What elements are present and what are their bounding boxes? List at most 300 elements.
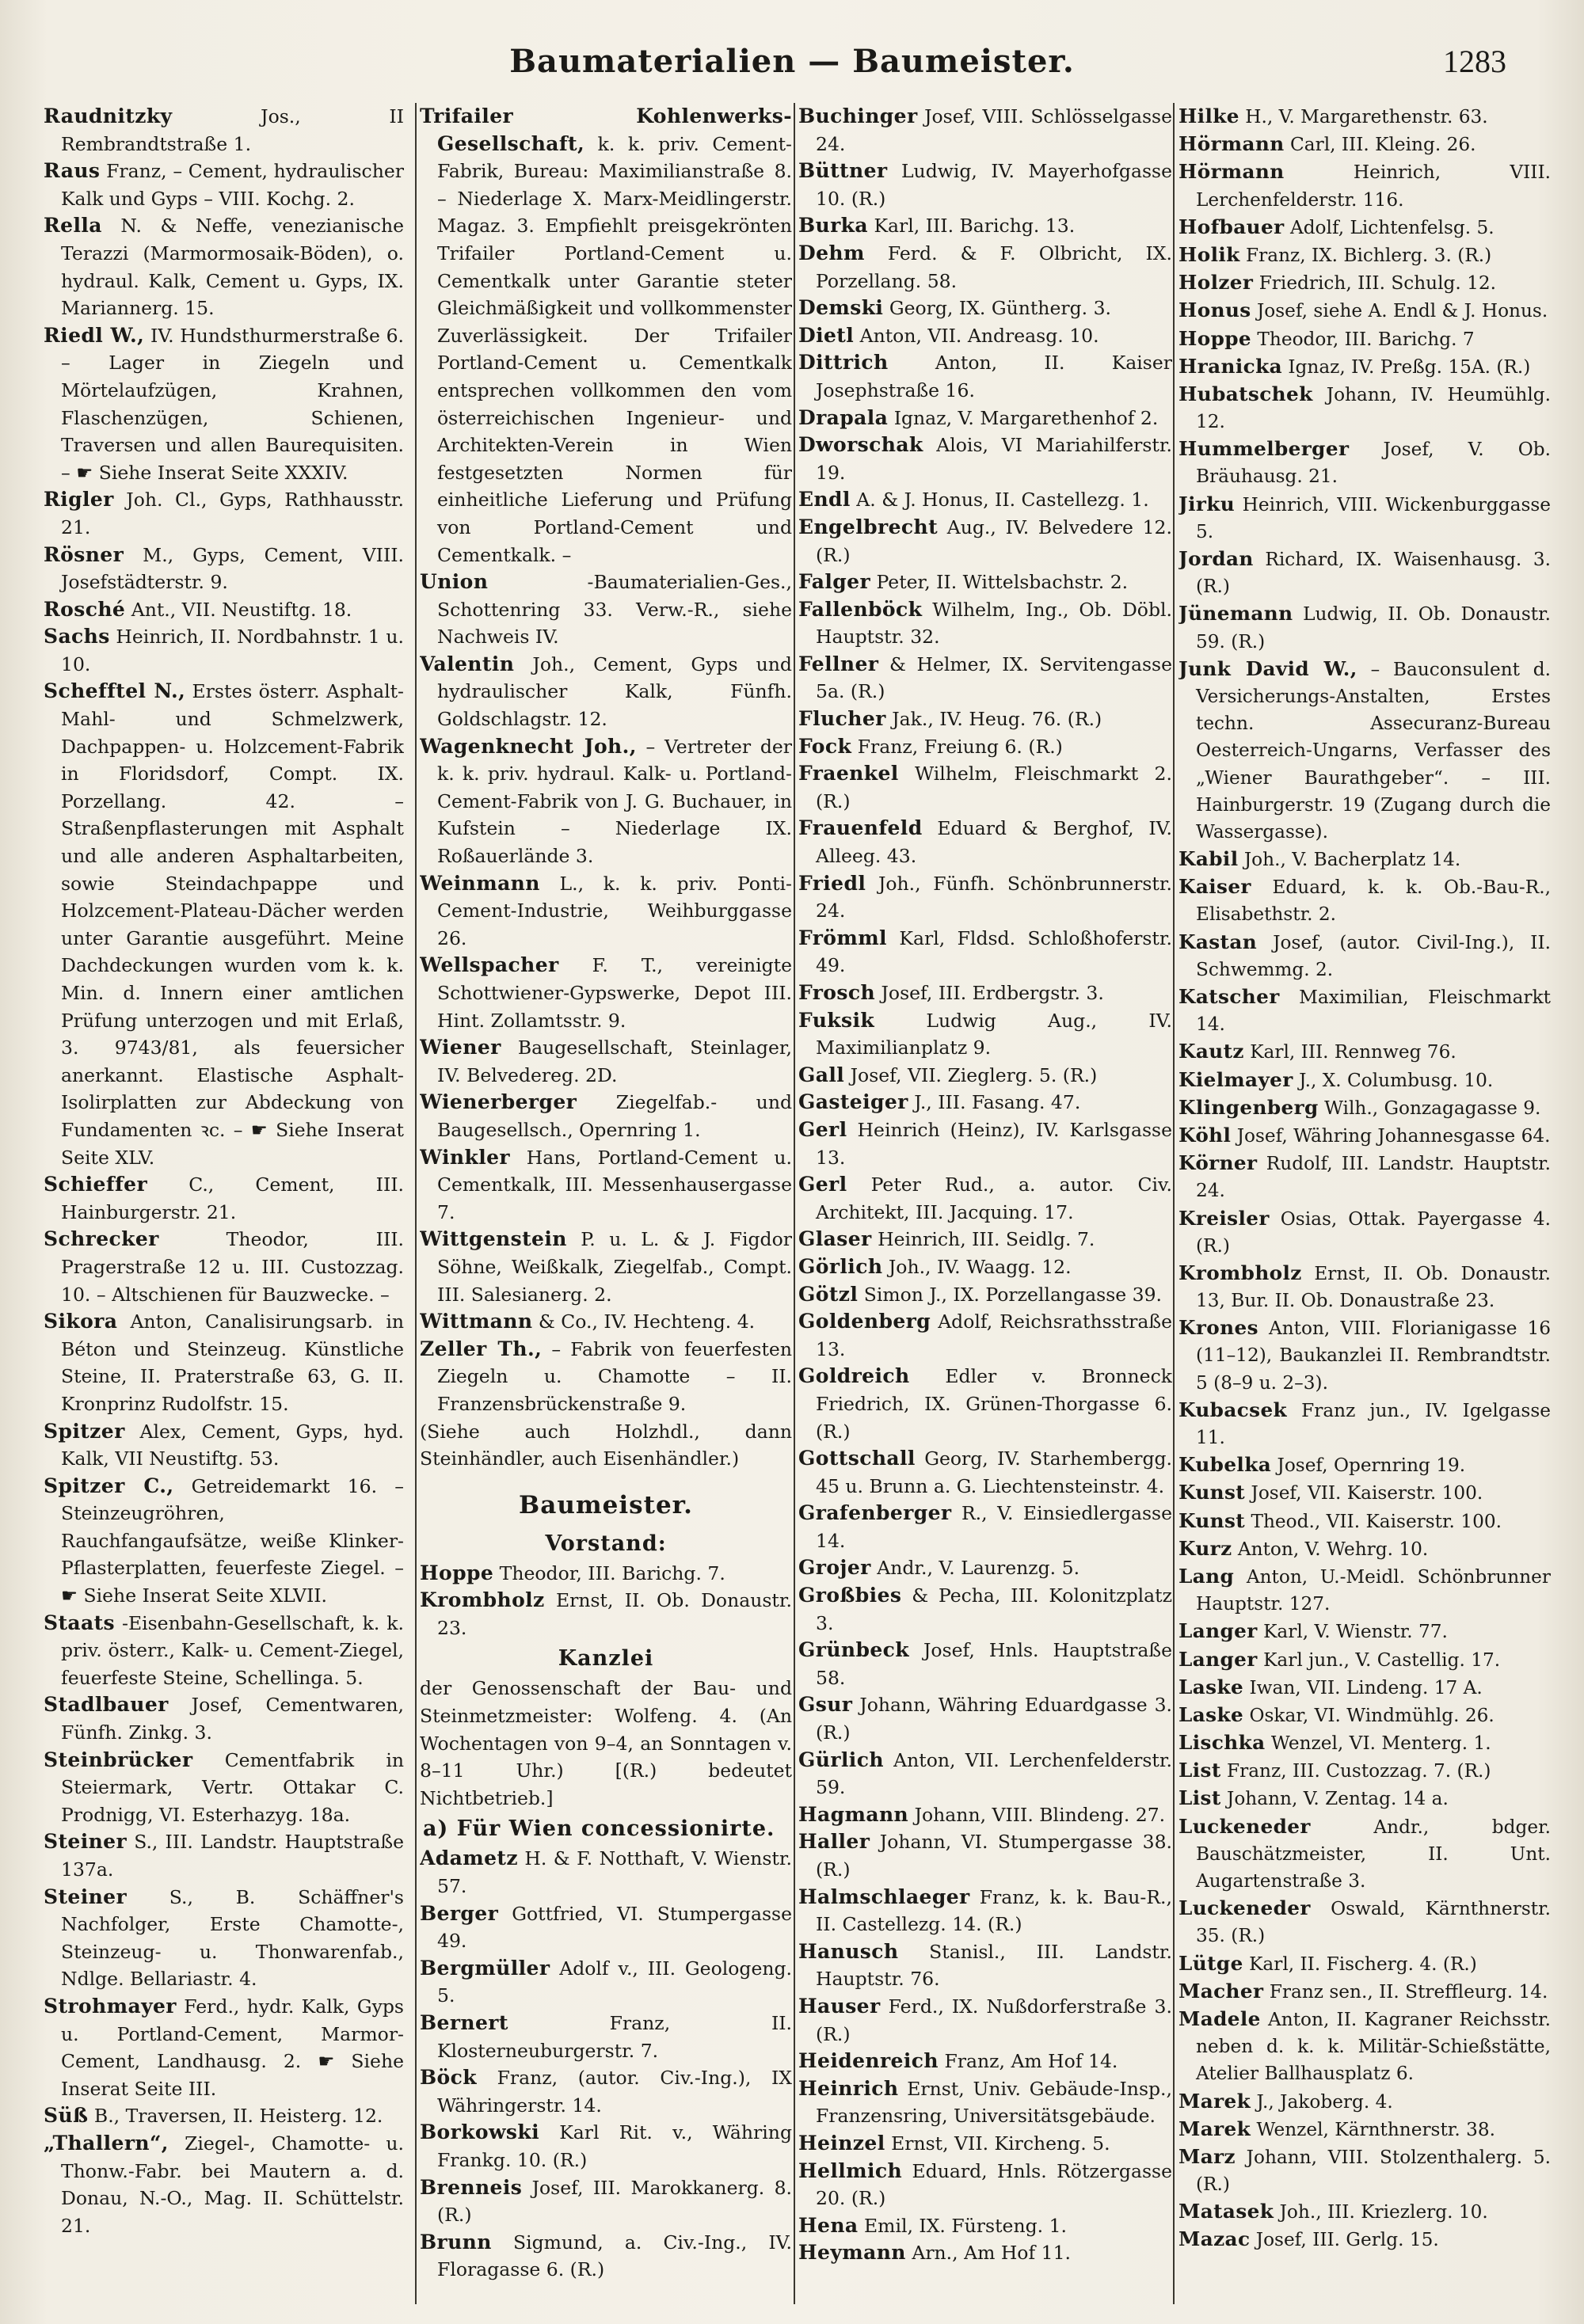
entry-text: Ernst, II. Ob. Donaustr. 13, Bur. II. Ob. Donaustraße 23. [1196,1262,1551,1312]
directory-entry [420,1089,792,1143]
directory-entry [1178,1038,1551,1066]
entry-name: Schefftel N., [44,679,186,703]
entry-name: Hagmann [798,1802,909,1826]
entry-text: C., Cement, III. Hainburgerstr. 21. [61,1173,404,1223]
entry-name: Süß [44,2104,89,2128]
entry-text: Heinrich, VIII. Lerchenfelderstr. 116. [1196,162,1551,211]
entry-name: Steinbrücker [44,1748,193,1771]
directory-entry [798,1363,1172,1445]
entry-name: Lang [1178,1564,1235,1588]
entry-name: Großbies [798,1584,902,1607]
directory-entry [1178,1785,1551,1812]
entry-name: Hranicka [1178,354,1282,378]
entry-text: Anton, VII. Andreasg. 10. [859,324,1099,347]
directory-entry [44,158,404,212]
directory-entry [798,1828,1172,1883]
entry-text: Emil, IX. Fürsteng. 1. [864,2214,1067,2237]
entry-name: Hummelberger [1178,437,1350,461]
entry-text: Oswald, Kärnthnerstr. 35. (R.) [1196,1898,1551,1947]
entry-name: Böck [420,2066,477,2090]
directory-entry [1178,846,1551,873]
directory-entry [420,1560,792,1588]
entry-text: J., X. Columbusg. 10. [1299,1069,1494,1091]
directory-entry [44,1308,404,1417]
entry-text: Andr., bdger. Bauschätzmeister, II. Unt. Augartenstraße 3. [1196,1816,1551,1892]
column-2 [420,103,792,2304]
directory-entry [1178,381,1551,436]
entry-text: Theodor, III. Barichg. 7. [499,1561,725,1584]
directory-entry [1178,656,1551,846]
entry-name: Katscher [1178,985,1280,1008]
entry-text: Anton, VII. Lerchenfelderstr. 59. [816,1748,1172,1799]
entry-text: Oskar, VI. Windmühlg. 26. [1249,1704,1495,1726]
directory-entry [1178,2088,1551,2116]
entry-text: Rudolf, III. Landstr. Hauptstr. 24. [1196,1153,1551,1202]
directory-entry [1178,929,1551,983]
entry-name: Riedl W., [44,323,145,347]
column-4 [1178,103,1551,2304]
entry-name: Bergmüller [420,1956,550,1980]
directory-entry [798,1007,1172,1062]
directory-entry [1178,158,1551,213]
entry-name: Wittgenstein [420,1227,567,1251]
entry-name: Fraenkel [798,762,899,785]
entry-name: Hellmich [798,2159,903,2182]
entry-text: – Vertreter der k. k. priv. hydraul. Kalk- u. Portland-Cement-Fabrik von J. G. Buchauer, in Kufstein – Niederlage IX. Roßauerlände 3. [437,735,792,868]
entry-text: Baugesellschaft, Steinlager, IV. Belvedereg. 2D. [437,1036,792,1086]
entry-name: Matasek [1178,2200,1274,2223]
entry-name: Wienerberger [420,1090,577,1114]
directory-entry [798,815,1172,869]
entry-text: Georg, IV. Starhembergg. 45 u. Brunn a. G. Liechtensteinstr. 4. [816,1447,1172,1497]
entry-text: B., Traversen, II. Heisterg. 12. [93,2105,383,2128]
entry-text: Johann, Währing Eduardgasse 3. (R.) [816,1694,1172,1744]
entry-name: Grafenberger [798,1501,952,1525]
entry-name: Fellner [798,652,879,675]
directory-entry [798,925,1172,979]
entry-name: Kreisler [1178,1206,1270,1230]
directory-entry [1178,2006,1551,2088]
entry-name: Fock [798,734,852,758]
entry-name: Steiner [44,1885,128,1908]
directory-entry [1178,546,1551,600]
entry-name: Hauser [798,1994,881,2018]
entry-name: Krombholz [1178,1261,1302,1284]
entry-text: Josef, (autor. Civil-Ing.), II. Schwemmg. 2. [1196,931,1551,980]
entry-text: Erstes österr. Asphalt-Mahl- und Schmelzwerk, Dachpappen- u. Holzcement-Fabrik in Floridsdorf, Compt. IX. Porzellang. 42. – Straßenpflasterungen mit Asphalt und alle anderen Asphaltarbeiten, sowie Steindachpappe und Holzcement-Plateau-Dächer werden unter Garantie ausgeführt. Meine Dachdeckungen wurden vom k. k. Min. d. Innern einer amtlichen Prüfung unterzogen und mit Erlaß, 3. 9743/81, als feuersicher anerkannt. Elastische Asphalt-Isolirplatten zur Abdeckung von Fundamenten ꝛc. – ☛ Siehe Inserat Seite XLV. [61,680,404,1169]
entry-text: Alex, Cement, Gyps, hyd. Kalk, VII Neustiftg. 53. [61,1420,404,1470]
entry-text: Theodor, III. Pragerstraße 12 u. III. Custozzag. 10. – Altschienen für Bauzwecke. – [61,1228,404,1306]
directory-entry [1178,2143,1551,2198]
entry-name: Bernert [420,2011,508,2034]
directory-entry [420,1955,792,2010]
directory-entry [44,212,404,321]
entry-name: Götzl [798,1282,859,1306]
directory-entry [44,1171,404,1226]
entry-text: J., III. Fasang. 47. [914,1091,1081,1114]
entry-text: Andr., V. Laurenzg. 5. [877,1557,1080,1580]
entry-name: Klingenberg [1178,1095,1319,1119]
entry-text: Josef, VII. Zieglerg. 5. (R.) [850,1063,1098,1086]
column-rule [1173,103,1175,2304]
entry-name: Holik [1178,242,1240,266]
entry-name: Kautz [1178,1040,1244,1063]
entry-name: Dehm [798,241,865,264]
directory-entry [1178,600,1551,655]
entry-text: Sigmund, a. Civ.-Ing., IV. Floragasse 6. (R.) [437,2231,792,2281]
directory-entry [1178,269,1551,297]
entry-text: Karl jun., V. Castellig. 17. [1263,1649,1501,1671]
directory-entry [1178,1757,1551,1785]
directory-entry [798,2048,1172,2075]
entry-text: Anton, II. Kaiser Josephstraße 16. [816,352,1172,401]
entry-name: Junk David W., [1178,656,1357,680]
directory-entry [798,1691,1172,1746]
entry-text: P. u. L. & J. Figdor Söhne, Weißkalk, Ziegelfab., Compt. III. Salesianerg. 2. [437,1228,792,1306]
entry-text: Osias, Ottak. Payergasse 4. (R.) [1196,1208,1551,1257]
entry-name: Kubacsek [1178,1398,1288,1421]
directory-entry [798,240,1172,295]
entry-text: Wilh., Gonzagagasse 9. [1324,1097,1541,1119]
entry-text: L., k. k. priv. Ponti-Cement-Industrie, Weihburggasse 26. [437,872,792,949]
entry-text: Franz, Am Hof 14. [944,2050,1118,2073]
entry-name: Haller [798,1830,870,1854]
entry-text: Anton, II. Kagraner Reichsstr. neben d. k. k. Militär-Schießstätte, Atelier Ballhausplatz 6. [1196,2008,1551,2085]
directory-entry [420,2229,792,2284]
entry-name: Steiner [44,1830,128,1854]
directory-entry [798,733,1172,761]
directory-entry [798,1801,1172,1829]
entry-text: Eduard, k. k. Ob.-Bau-R., Elisabethstr. 2. [1196,877,1551,926]
directory-entry [798,1582,1172,1637]
directory-entry [798,1062,1172,1090]
entry-text: & Helmer, IX. Servitengasse 5a. (R.) [816,652,1172,703]
directory-entry [798,596,1172,651]
directory-entry [1178,1205,1551,1260]
entry-name: Grojer [798,1556,871,1580]
directory-entry [798,1226,1172,1253]
entry-text: Wenzel, Kärnthnerstr. 38. [1256,2118,1495,2140]
entry-text: Stanisl., III. Landstr. Hauptstr. 76. [816,1940,1172,1991]
directory-entry [44,2102,404,2130]
entry-text: Karl, II. Fischerg. 4. (R.) [1249,1953,1477,1975]
entry-name: Kastan [1178,930,1258,953]
directory-entry [1178,2226,1551,2254]
entry-text: Anton, V. Wehrg. 10. [1237,1538,1429,1560]
directory-entry [798,979,1172,1007]
entry-name: „Thallern“, [44,2131,169,2155]
entry-text: Ignaz, V. Margarethenhof 2. [893,406,1159,429]
entry-name: Halmschlaeger [798,1885,970,1908]
directory-entry [798,432,1172,486]
directory-entry [420,1587,792,1641]
directory-entry [44,1993,404,2102]
entry-name: Hörmann [1178,160,1285,184]
entry-name: Mazac [1178,2227,1251,2251]
entry-text: Josef, Cementwaren, Fünfh. Zinkg. 3. [61,1694,404,1744]
directory-entry [798,514,1172,569]
entry-text: Franz, III. Custozzag. 7. (R.) [1227,1760,1491,1782]
entry-text: & Co., IV. Hechteng. 4. [538,1310,756,1333]
directory-entry [1178,1451,1551,1479]
entry-name: Holzer [1178,271,1254,295]
entry-text: Theod., VII. Kaiserstr. 100. [1251,1510,1502,1532]
directory-entry [1178,297,1551,325]
entry-text: Joh., Fünfh. Schönbrunnerstr. 24. [816,872,1172,922]
entry-name: Köhl [1178,1123,1232,1147]
directory-entry [420,1900,792,1955]
entry-name: Krombholz [420,1588,545,1612]
entry-name: Endl [798,488,851,512]
entry-name: Demski [798,296,884,320]
entry-name: Goldenberg [798,1310,931,1333]
directory-entry [420,1845,792,1900]
entry-text: Heinrich (Heinz), IV. Karlsgasse 13. [816,1118,1172,1169]
entry-name: Zeller Th., [420,1337,543,1360]
entry-text: Ziegel-, Chamotte- u. Thonw.-Fabr. bei Mautern a. d. Donau, N.-O., Mag. II. Schüttelstr. 21. [61,2132,404,2237]
entry-text: Simon J., IX. Porzellangasse 39. [863,1283,1163,1306]
column-3 [798,103,1172,2304]
directory-entry [420,733,792,870]
directory-entry [798,2239,1172,2267]
entry-name: Lischka [1178,1731,1266,1755]
directory-entry [44,322,404,487]
entry-name: Winkler [420,1145,511,1169]
entry-name: Luckeneder [1178,1896,1311,1920]
entry-name: Kaiser [1178,875,1251,899]
entry-text: Eduard & Berghof, IV. Alleeg. 43. [816,817,1172,868]
entry-name: Heidenreich [798,2049,939,2073]
entry-text: Ludwig, IV. Mayerhofgasse 10. (R.) [816,160,1172,210]
entry-name: Goldreich [798,1364,910,1388]
entry-name: Weinmann [420,871,540,895]
entry-name: Marek [1178,2089,1251,2113]
entry-name: Langer [1178,1647,1258,1671]
directory-entry [420,651,792,733]
directory-entry [1178,353,1551,381]
entry-text: Josef, V. Ob. Bräuhausg. 21. [1196,439,1551,488]
directory-entry [798,2212,1172,2240]
entry-text: Ignaz, IV. Preßg. 15A. (R.) [1288,356,1531,378]
directory-entry [798,569,1172,596]
entry-name: Wellspacher [420,953,559,977]
entry-text: Heinrich, VIII. Wickenburggasse 5. [1196,493,1551,542]
entry-name: List [1178,1759,1221,1782]
entry-name: Gottschall [798,1447,916,1470]
entry-text: Ant., VII. Neustiftg. 18. [131,598,352,621]
directory-entry [798,1171,1172,1226]
directory-entry [798,295,1172,322]
entry-text: Adolf v., III. Geologeng. 5. [437,1957,792,2007]
directory-entry [1178,1674,1551,1702]
entry-name: Brunn [420,2230,492,2254]
entry-name: Frosch [798,981,876,1004]
directory-entry [1178,491,1551,546]
entry-name: Lütge [1178,1951,1243,1975]
entry-text: Gottfried, VI. Stumpergasse 49. [437,1902,792,1953]
directory-entry [44,1226,404,1308]
entry-text: Josef, III. Erdbergstr. 3. [881,982,1104,1004]
entry-name: Gall [798,1063,845,1086]
entry-text: Johann, VI. Stumpergasse 38. (R.) [816,1831,1172,1881]
entry-text: & Pecha, III. Kolonitzplatz 3. [816,1584,1172,1634]
directory-entry [1178,1563,1551,1618]
entry-name: Stadlbauer [44,1693,169,1717]
directory-entry [420,1308,792,1336]
directory-entry [1178,2198,1551,2226]
entry-text: Ziegelfab.- und Baugesellsch., Opernring 1. [437,1091,792,1141]
directory-entry [44,596,404,624]
note-text: (Siehe auch Holzhdl., dann Steinhändler, auch Eisenhändler.) [420,1420,792,1470]
directory-entry [1178,1314,1551,1397]
directory-entry [420,2064,792,2119]
entry-text: Peter Rud., a. autor. Civ. Architekt, III. Jacquing. 17. [816,1173,1172,1223]
directory-entry [798,870,1172,925]
directory-entry [1178,1150,1551,1204]
entry-name: Wittmann [420,1310,533,1333]
directory-entry [798,706,1172,733]
directory-entry [1178,214,1551,242]
column-1 [44,103,404,2304]
entry-text: Cementfabrik in Steiermark, Vertr. Ottakar C. Prodnigg, VI. Esterhazyg. 18a. [61,1748,404,1826]
entry-text: N. & Neffe, venezianische Terazzi (Marmormosaik-Böden), o. hydraul. Kalk, Cement u. Gyps, IX. Mariannerg. 15. [61,215,404,320]
entry-text: Anton, Canalisirungsarb. in Béton und Steinzeug. Künstliche Steine, II. Praterstraße 63, G. II. Kronprinz Rudolfstr. 15. [61,1310,404,1415]
entry-text: Ernst, II. Ob. Donaustr. 23. [437,1589,792,1639]
entry-name: Gerl [798,1117,847,1141]
note-text: der Genossenschaft der Bau- und Steinmetzmeister: Wolfeng. 4. (An Wochentagen von 9–4, an Sonntagen v. 8–11 Uhr.) [(R.) bedeutet Nichtbetrieb.] [420,1677,792,1809]
entry-name: Hofbauer [1178,215,1285,238]
entry-name: Büttner [798,159,888,183]
entry-text: Heinrich, III. Seidlg. 7. [878,1228,1095,1251]
entry-text: Franz, II. Klosterneuburgerstr. 7. [437,2012,792,2062]
entry-text: Franz jun., IV. Igelgasse 11. [1196,1399,1551,1448]
entry-name: Rosché [44,597,126,621]
entry-text: Anton, VIII. Florianigasse 16 (11–12), Baukanzlei II. Rembrandtstr. 5 (8–9 u. 2–3). [1196,1318,1551,1394]
directory-entry [798,2130,1172,2158]
entry-name: Honus [1178,299,1251,322]
entry-name: Heinzel [798,2131,885,2155]
entry-name: Hubatschek [1178,382,1313,405]
directory-entry [44,486,404,541]
page-header [0,38,1584,93]
entry-text: Johann, VIII. Blindeng. 27. [914,1803,1166,1826]
entry-text: Josef, siehe A. Endl & J. Honus. [1256,300,1548,322]
directory-entry [420,1336,792,1418]
entry-text: Franz, k. k. Bau-R., II. Castellezg. 14. (R.) [816,1885,1172,1936]
entry-text: Josef, III. Marokkanerg. 8. (R.) [437,2176,792,2227]
entry-name: Dittrich [798,351,889,375]
directory-entry [1178,1067,1551,1094]
directory-entry [44,542,404,596]
entry-name: Grünbeck [798,1638,910,1662]
entry-name: Raudnitzky [44,105,173,127]
entry-text: Edler v. Bronneck Friedrich, IX. Grünen-Thorgasse 6. (R.) [816,1365,1172,1443]
entry-text: Wilhelm, Fleischmarkt 2. (R.) [816,763,1172,812]
entry-text: – Fabrik von feuerfesten Ziegeln u. Chamotte – II. Franzensbrückenstraße 9. [437,1337,792,1415]
entry-name: Heymann [798,2241,906,2265]
entry-text: Wilhelm, Ing., Ob. Döbl. Hauptstr. 32. [816,598,1172,649]
directory-entry [1178,1397,1551,1451]
directory-entry [44,623,404,678]
entry-text: Wenzel, VI. Menterg. 1. [1270,1733,1491,1755]
entry-name: Kubelka [1178,1453,1272,1477]
entry-name: Jirku [1178,492,1236,515]
entry-text: M., Gyps, Cement, VIII. Josefstädterstr. 9. [61,543,404,594]
entry-name: Flucher [798,707,886,731]
entry-text: F. T., vereinigte Schottwiener-Gypswerke, Depot III. Hint. Zollamtsstr. 9. [437,954,792,1032]
entry-text: Josef, Opernring 19. [1277,1455,1466,1477]
directory-entry [1178,873,1551,928]
directory-entry [798,1938,1172,1993]
entry-name: Brenneis [420,2175,523,2199]
directory-entry [44,1418,404,1473]
directory-entry [420,2010,792,2064]
entry-text: Adolf, Lichtenfelsg. 5. [1289,216,1495,238]
directory-entry [798,1747,1172,1801]
entry-name: Kabil [1178,847,1239,871]
entry-text: Karl Rit. v., Währing Frankg. 10. (R.) [437,2121,792,2171]
entry-name: Buchinger [798,105,918,127]
entry-name: Madele [1178,2006,1261,2030]
entry-name: Macher [1178,1979,1264,2003]
entry-name: Adametz [420,1847,518,1870]
entry-text: Karl, Fldsd. Schloßhoferstr. 49. [816,926,1172,977]
entry-name: Jordan [1178,547,1254,570]
directory-entry [1178,103,1551,131]
entry-name: Görlich [798,1254,883,1278]
entry-text: Josef, Hnls. Hauptstraße 58. [816,1639,1172,1689]
entry-text: Joh., III. Kriezlerg. 10. [1279,2201,1488,2223]
entry-name: Rella [44,214,102,238]
directory-entry [798,486,1172,514]
entry-name: Kunst [1178,1481,1246,1504]
entry-name: Kunst [1178,1508,1246,1532]
entry-text: -Eisenbahn-Gesellschaft, k. k. priv. österr., Kalk- u. Cement-Ziegel, feuerfeste Steine, Schellinga. 5. [61,1611,404,1689]
entry-name: Hanusch [798,1939,899,1963]
entry-text: Eduard, Hnls. Rötzergasse 20. (R.) [816,2159,1172,2210]
entry-name: Luckeneder [1178,1814,1311,1838]
entry-text: S., III. Landstr. Hauptstraße 137a. [61,1831,404,1881]
entry-text: H., V. Margarethenstr. 63. [1245,106,1488,127]
entry-name: Dietl [798,323,855,347]
directory-entry [420,952,792,1034]
entry-name: Langer [1178,1619,1258,1643]
entry-text: Ferd., IX. Nußdorferstraße 3. (R.) [816,1995,1172,2045]
directory-entry [1178,1702,1551,1729]
entry-text: Jos., II Rembrandtstraße 1. [61,105,404,155]
entry-text: Richard, IX. Waisenhausg. 3. (R.) [1196,549,1551,598]
entry-name: Staats [44,1611,116,1634]
directory-entry [44,1691,404,1746]
directory-entry [44,103,404,158]
entry-text: Josef, VII. Kaiserstr. 100. [1251,1482,1483,1504]
section-subheading: a) Für Wien concessionirte. [423,1816,775,1842]
entry-text: Franz, (autor. Civ.-Ing.), IX Währingerstr. 14. [437,2067,792,2117]
directory-entry [420,103,792,569]
entry-text: Peter, II. Wittelsbachstr. 2. [876,571,1129,594]
entry-text: Ferd. & F. Olbricht, IX. Porzellang. 58. [816,242,1172,292]
entry-text: Ludwig, II. Ob. Donaustr. 59. (R.) [1196,603,1551,652]
directory-entry [1178,1479,1551,1507]
entry-text: Anton, U.-Meidl. Schönbrunner Hauptstr. 127. [1196,1565,1551,1615]
entry-name: Kielmayer [1178,1067,1293,1091]
entry-name: Falger [798,570,871,594]
directory-entry [798,158,1172,212]
directory-entry [1178,983,1551,1038]
section-subheading: Vorstand: [545,1531,667,1556]
entry-text: k. k. priv. Cement-Fabrik, Bureau: Maximilianstraße 8. – Niederlage X. Marx-Meidlingerstr. Magaz. 3. Empfiehlt preisgekrönten Trifailer Portland-Cement u. Cementkalk unter Garantie steter Gleichmäßigkeit und vollkommenster Zuverlässigkeit. Der Trifailer Portland-Cement u. Cementkalk entsprechen vollkommen den vom österreichischen Ingenieur- und Architekten-Verein in Wien festgesetzten Normen für einheitliche Lieferung und Prüfung von Portland-Cement und Cementkalk. – [437,132,792,566]
directory-entry [798,212,1172,240]
